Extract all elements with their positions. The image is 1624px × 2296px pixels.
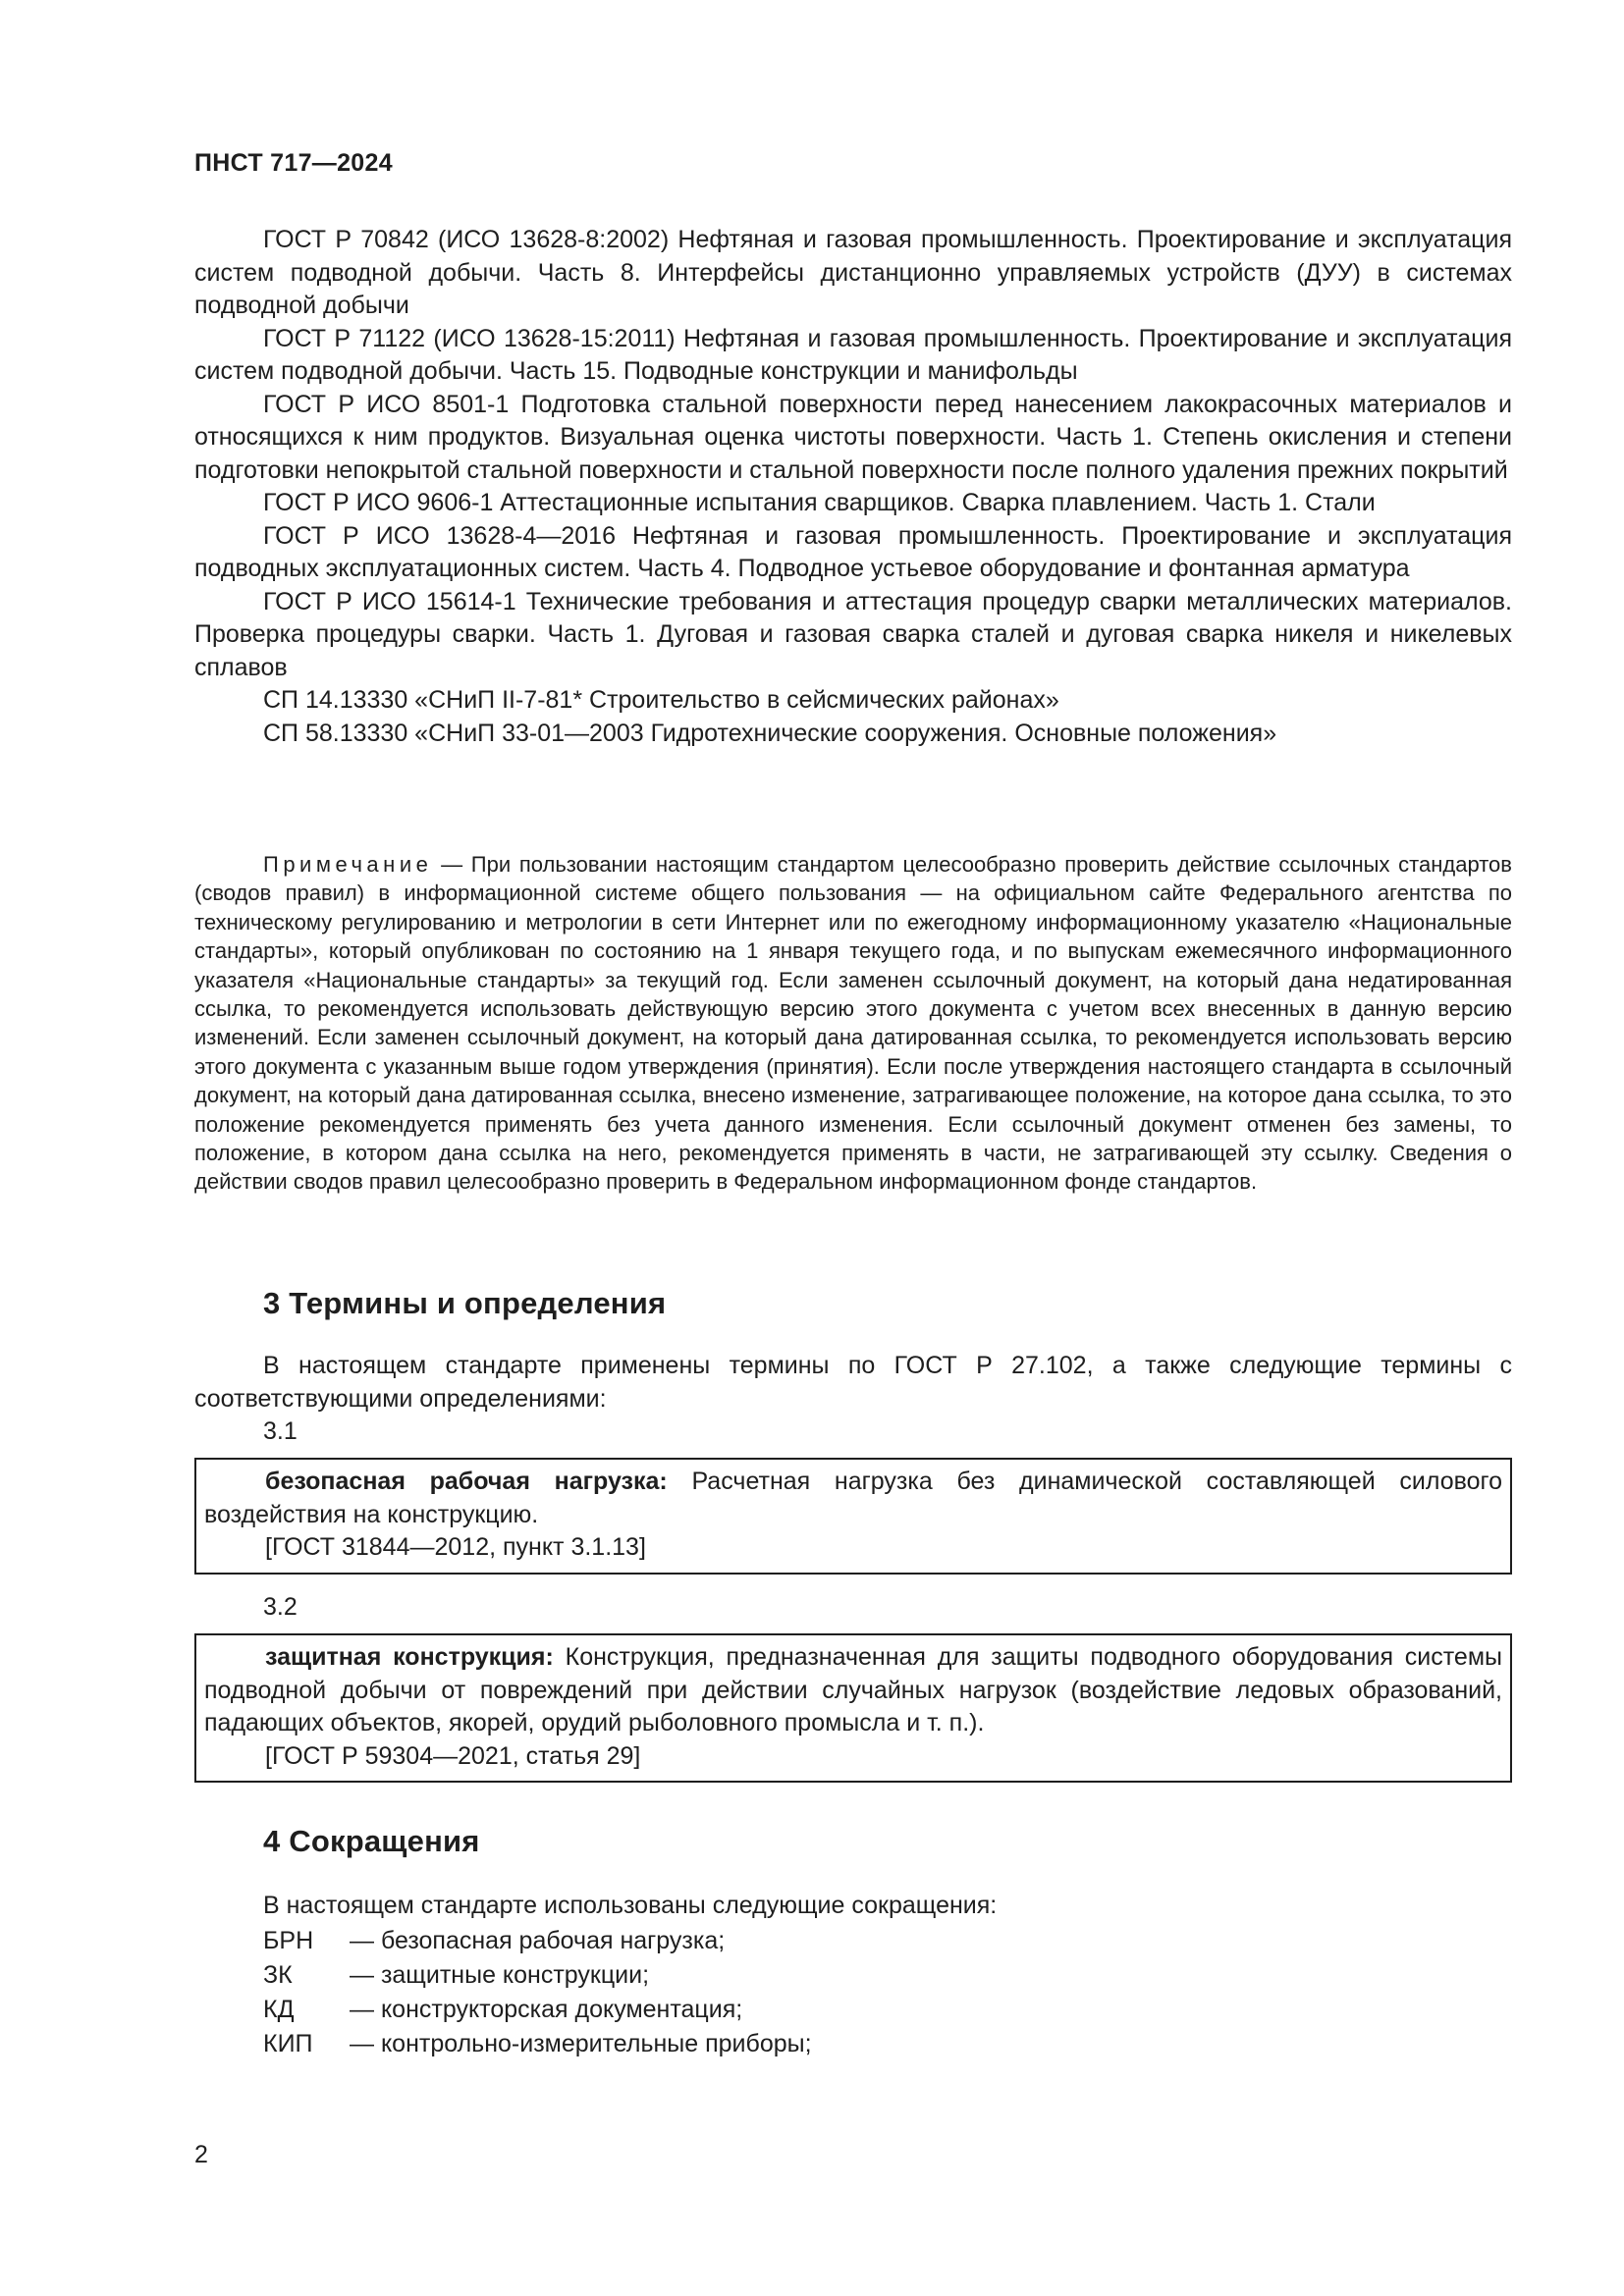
term-definition-text: Конструкция, предназначенная для защиты подводного оборудования системы подводной добычи от повреждений при действии случайных нагрузок (воздействие ледовых образований, падающих объектов, якорей, орудий рыболовного промысла и т. п.).: [204, 1643, 1502, 1736]
section-3-intro-text: В настоящем стандарте применены термины по ГОСТ Р 27.102, а также следующие термины с соответствующими определениями:: [194, 1352, 1512, 1413]
term-number: 3.1: [263, 1417, 298, 1445]
term-number: 3.2: [263, 1593, 298, 1621]
reference-item: ГОСТ Р ИСО 13628-4—2016 Нефтяная и газовая промышленность. Проектирование и эксплуатация подводных эксплуатационных систем. Часть 4. Подводное устьевое оборудование и фонтанная арматура: [194, 521, 1512, 582]
reference-item: ГОСТ Р 70842 (ИСО 13628-8:2002) Нефтяная и газовая промышленность. Проектирование и эксплуатация систем подводной добычи. Часть 8. Интерфейсы дистанционно управляемых устройств (ДУУ) в системах подводной добычи: [194, 226, 1512, 319]
page-number: 2: [194, 2141, 208, 2168]
note-paragraph: [194, 850, 1512, 1197]
note-text: — При пользовании настоящим стандартом целесообразно проверить действие ссылочных стандартов (сводов правил) в информационной системе общего пользования — на официальном сайте Федерального агентства по техническому регулированию и метрологии в сети Интернет или по ежегодному информационному указателю «Национальные стандарты», который опубликован по состоянию на 1 января текущего года, и по выпускам ежемесячного информационного указателя «Национальные стандарты» за текущий год. Если заменен ссылочный документ, на который дана недатированная ссылка, то рекомендуется использовать действующую версию этого документа с учетом всех внесенных в данную версию изменений. Если заменен ссылочный документ, на который дана датированная ссылка, то рекомендуется использовать версию этого документа с указанным выше годом утверждения (принятия). Если после утверждения настоящего стандарта в ссылочный документ, на который дана датированная ссылка, внесено изменение, затрагивающее положение, на которое дана ссылка, то это положение рекомендуется применять без учета данного изменения. Если ссылочный документ отменен без замены, то положение, в котором дана ссылка на него, рекомендуется применять в части, не затрагивающей эту ссылку. Сведения о действии сводов правил целесообразно проверить в Федеральном информационном фонде стандартов.: [194, 852, 1512, 1195]
note-label: Примечание: [263, 852, 433, 877]
abbreviation-item: [263, 1925, 725, 1958]
term-box: [194, 1633, 1512, 1783]
term-word: защитная конструкция:: [265, 1643, 554, 1671]
abbreviation-code: БРН: [263, 1927, 314, 1954]
term-source: [ГОСТ 31844—2012, пункт 3.1.13]: [265, 1533, 646, 1561]
abbreviation-item: [263, 2028, 812, 2061]
reference-item: СП 14.13330 «СНиП II-7-81* Строительство в сейсмических районах»: [263, 686, 1059, 714]
abbreviation-text: — контрольно-измерительные приборы;: [350, 2030, 812, 2057]
section-4-heading: 4 Сокращения: [263, 1824, 480, 1858]
reference-item: ГОСТ Р 71122 (ИСО 13628-15:2011) Нефтяная и газовая промышленность. Проектирование и эксплуатация систем подводной добычи. Часть 15. Подводные конструкции и манифольды: [194, 324, 1512, 385]
document-page: [194, 0, 1512, 2296]
term-source: [ГОСТ Р 59304—2021, статья 29]: [265, 1741, 641, 1770]
term-definition: [204, 1641, 1502, 1740]
reference-item: ГОСТ Р ИСО 8501-1 Подготовка стальной поверхности перед нанесением лакокрасочных материалов и относящихся к ним продуктов. Визуальная оценка чистоты поверхности. Часть 1. Степень окисления и степени подготовки непокрытой стальной поверхности и стальной поверхности после полного удаления прежних покрытий: [194, 390, 1512, 484]
normative-references-list: [194, 224, 1512, 750]
abbreviation-code: КИП: [263, 2030, 313, 2057]
abbreviation-item: [263, 1959, 649, 1993]
abbreviation-text: — безопасная рабочая нагрузка;: [350, 1927, 726, 1954]
term-word: безопасная рабочая нагрузка:: [265, 1468, 668, 1495]
reference-item: СП 58.13330 «СНиП 33-01—2003 Гидротехнические сооружения. Основные положения»: [263, 719, 1277, 747]
reference-item: ГОСТ Р ИСО 9606-1 Аттестационные испытания сварщиков. Сварка плавлением. Часть 1. Стали: [263, 489, 1376, 516]
abbreviation-code: ЗК: [263, 1961, 293, 1989]
section-3-intro: [194, 1350, 1512, 1415]
abbreviation-code: КД: [263, 1996, 295, 2023]
abbreviation-text: — защитные конструкции;: [350, 1961, 650, 1989]
term-definition-text: Расчетная нагрузка без динамической составляющей силового воздействия на конструкцию.: [204, 1468, 1502, 1528]
term-box: [194, 1458, 1512, 1575]
abbreviation-item: [263, 1994, 742, 2027]
section-3-heading: 3 Термины и определения: [263, 1286, 667, 1320]
term-definition: [204, 1466, 1502, 1531]
section-4-intro: В настоящем стандарте использованы следующие сокращения:: [263, 1892, 998, 1919]
reference-item: ГОСТ Р ИСО 15614-1 Технические требования и аттестация процедур сварки металлических материалов. Проверка процедуры сварки. Часть 1. Дуговая и газовая сварка сталей и дуговая сварка никеля и никелевых сплавов: [194, 587, 1512, 681]
abbreviation-text: — конструкторская документация;: [350, 1996, 743, 2023]
document-id: ПНСТ 717—2024: [194, 149, 393, 177]
